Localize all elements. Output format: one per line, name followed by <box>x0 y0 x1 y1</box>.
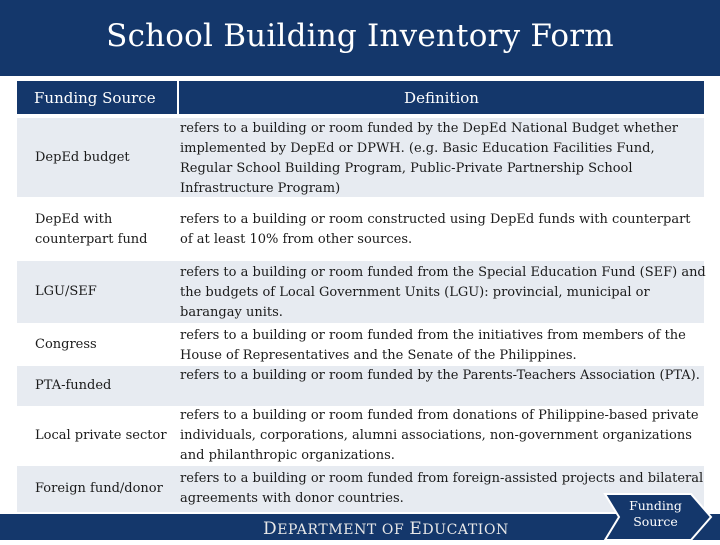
funding-source-badge[interactable] <box>603 488 713 540</box>
table-row <box>17 366 704 406</box>
definition-cell: refers to a building or room funded from foreign-assisted projects and bilateral agreements with donor countries. <box>180 471 704 506</box>
funding-source-cell: PTA-funded <box>35 378 112 393</box>
table-row <box>17 325 704 365</box>
definition-cell: refers to a building or room funded from donations of Philippine-based private individuals, corporations, alumni associations, non-government organizations and philanthropic organizations. <box>180 408 699 463</box>
page-title: School Building Inventory Form <box>106 18 614 54</box>
funding-source-cell: DepEd budget <box>35 150 130 165</box>
funding-source-cell: Congress <box>35 337 97 352</box>
definition-cell: refers to a building or room funded from the initiatives from members of the House of Representatives and the Senate of the Philippines. <box>180 328 686 363</box>
column-header-definition: Definition <box>179 81 704 114</box>
funding-source-cell: Local private sector <box>35 428 167 443</box>
definition-cell: refers to a building or room funded from the Special Education Fund (SEF) and the budgets of Local Government Units (LGU): provincial, municipal or barangay units. <box>180 265 706 320</box>
funding-source-cell: Foreign fund/donor <box>35 481 163 496</box>
title-bar <box>0 0 720 76</box>
table-row <box>17 466 704 512</box>
definition-cell: refers to a building or room constructed using DepEd funds with counterpart of at least 10% from other sources. <box>180 212 691 247</box>
funding-source-cell: DepEd with counterpart fund <box>35 212 148 247</box>
table-row <box>17 201 704 257</box>
table-row <box>17 406 704 466</box>
funding-source-cell: LGU/SEF <box>35 284 97 299</box>
column-header-funding-source: Funding Source <box>17 81 177 114</box>
table-row <box>17 261 704 323</box>
badge-label: Funding Source <box>629 498 682 529</box>
department-name: DEPARTMENT OF EDUCATION <box>263 519 509 539</box>
definition-cell: refers to a building or room funded by the Parents-Teachers Association (PTA). <box>180 368 700 383</box>
table-row <box>17 118 704 197</box>
definition-cell: refers to a building or room funded by the DepEd National Budget whether implemented by DepEd or DPWH. (e.g. Basic Education Facilities Fund, Regular School Building Program, Public-Private Partnership School Infrastructure Program) <box>180 121 679 196</box>
